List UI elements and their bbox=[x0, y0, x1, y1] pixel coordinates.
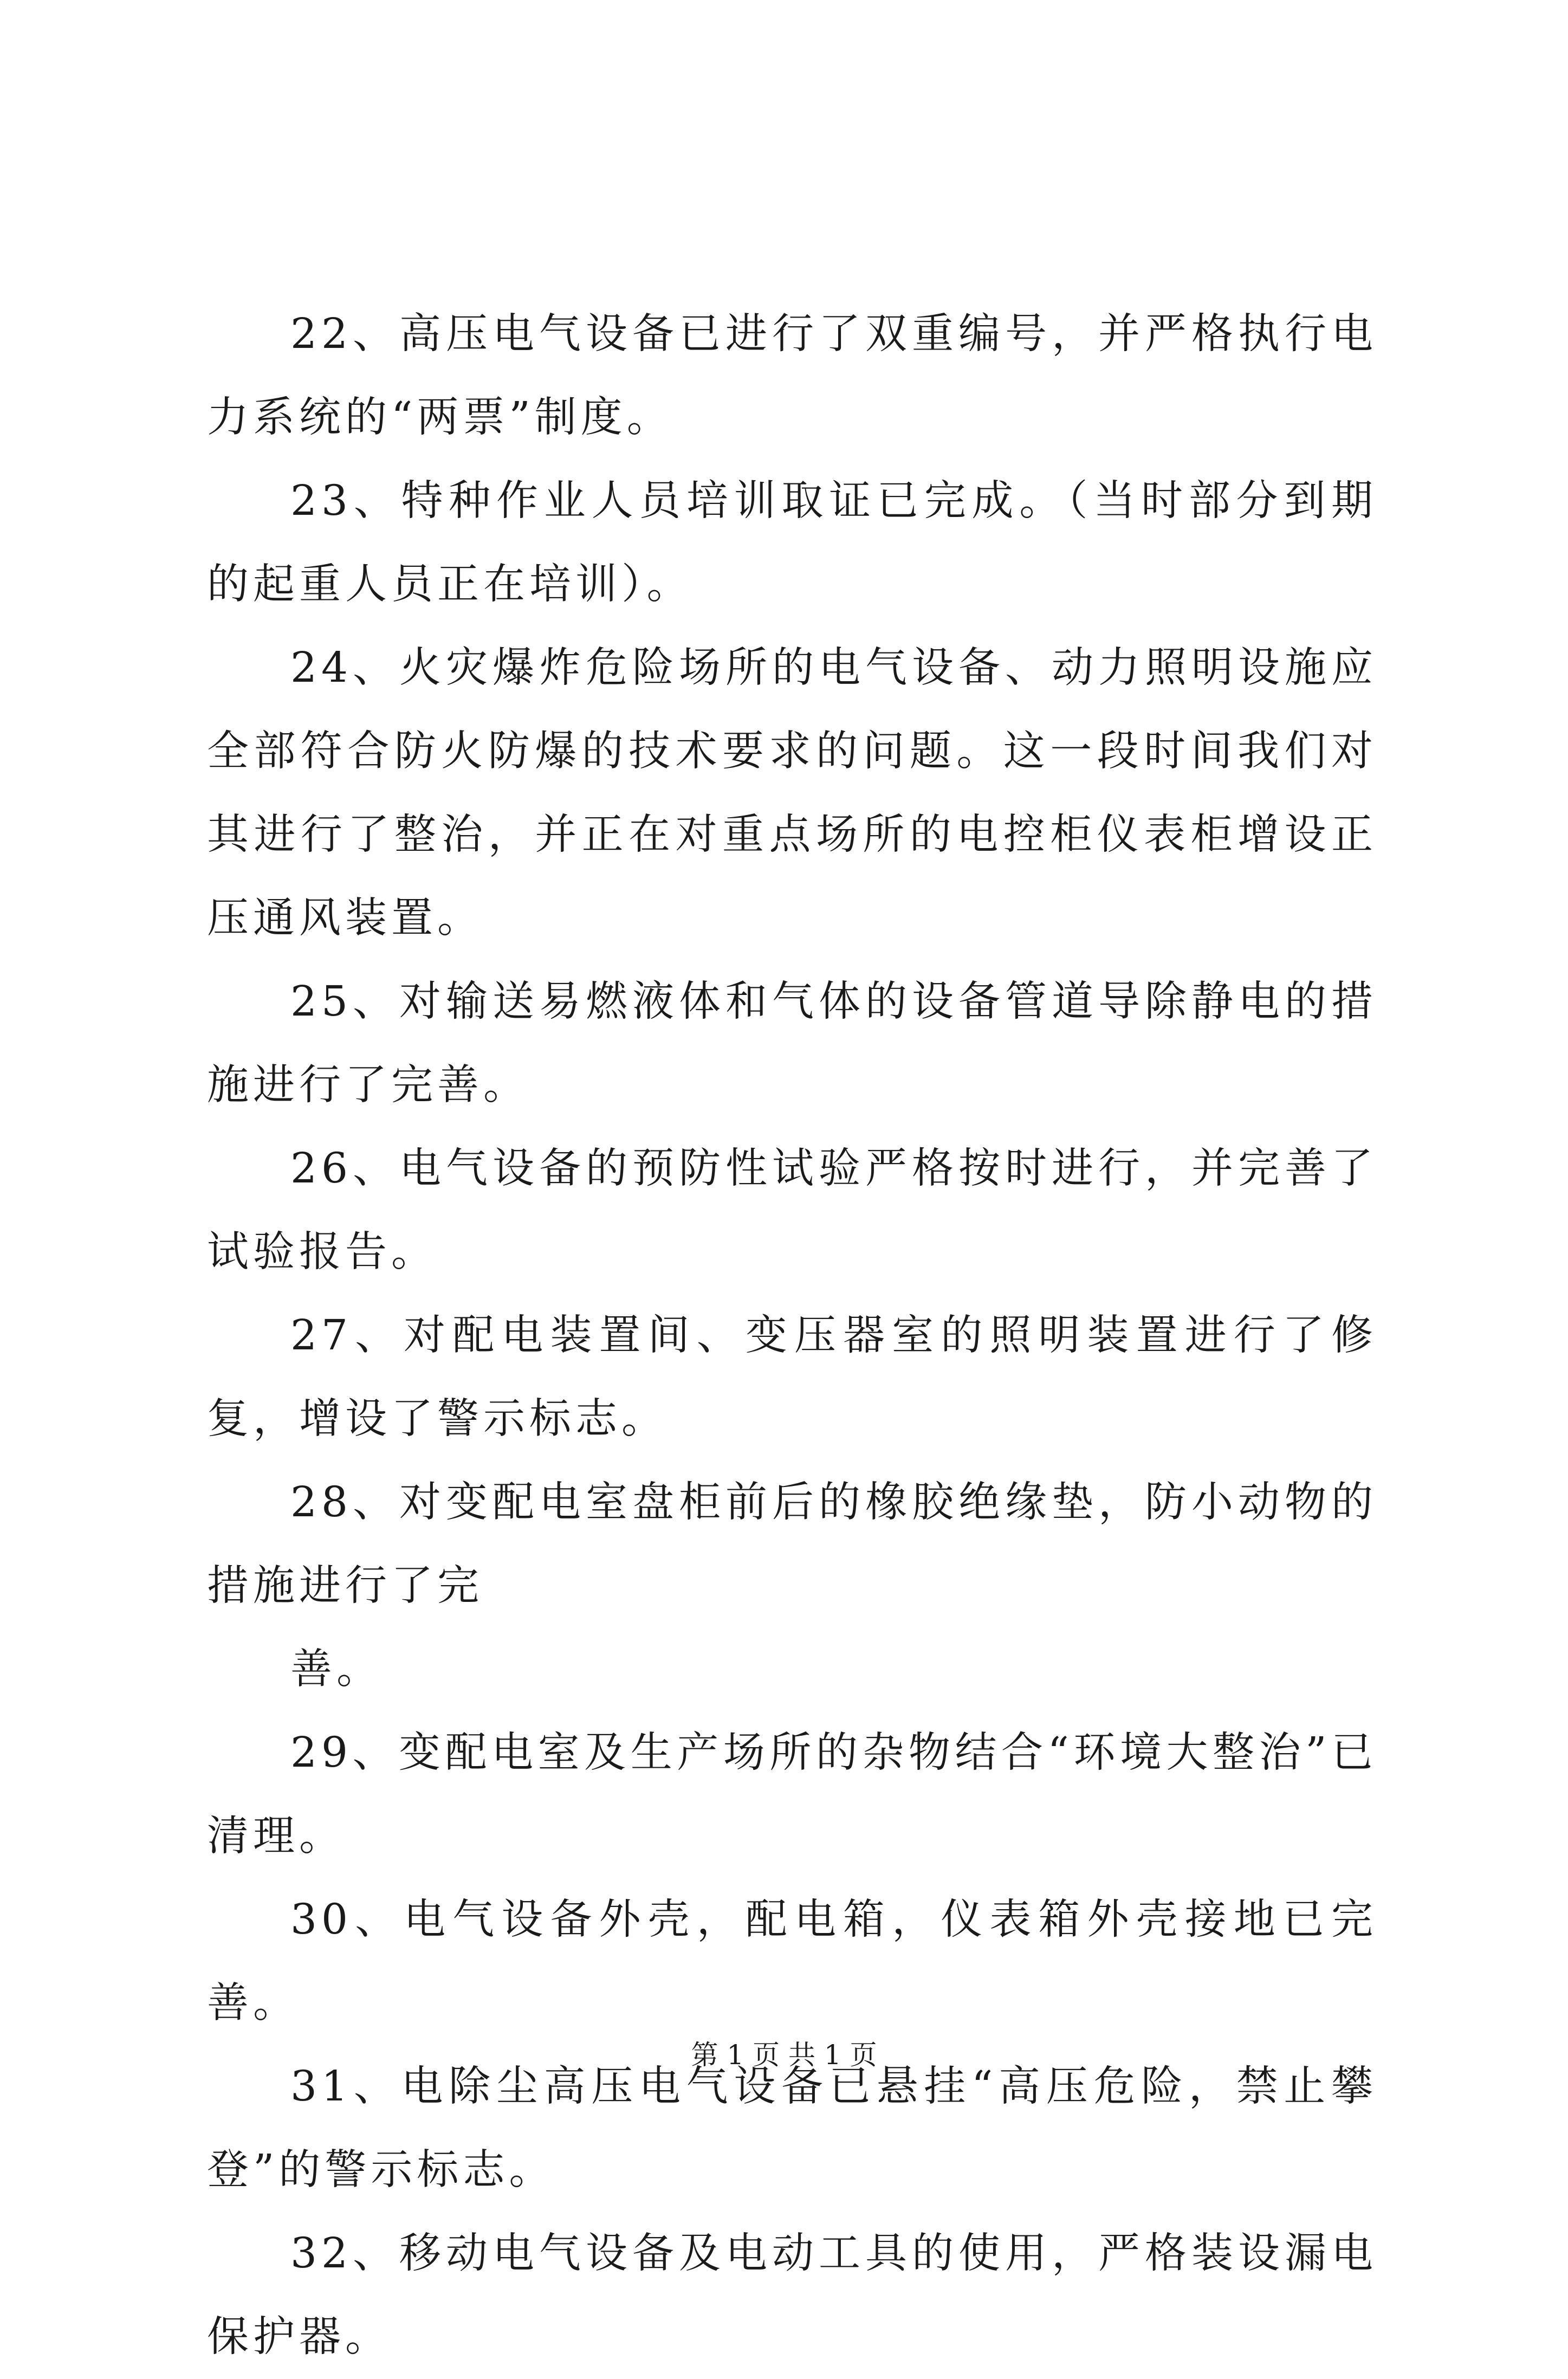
paragraph-26: 26、电气设备的预防性试验严格按时进行，并完善了试验报告。 bbox=[207, 1145, 1377, 1276]
paragraph-32: 32、移动电气设备及电动工具的使用，严格装设漏电保护器。 bbox=[207, 2229, 1377, 2361]
paragraph-23: 23、特种作业人员培训取证已完成。（当时部分到期的起重人员正在培训）。 bbox=[207, 477, 1377, 609]
paragraph-28: 28、对变配电室盘柜前后的橡胶绝缘垫，防小动物的措施进行了完 bbox=[207, 1478, 1377, 1610]
paragraph-31: 31、电除尘高压电气设备已悬挂“高压危险，禁止攀登”的警示标志。 bbox=[207, 2063, 1377, 2194]
paragraph-24: 24、火灾爆炸危险场所的电气设备、动力照明设施应全部符合防火防爆的技术要求的问题。这一段时间我们对其进行了整治，并正在对重点场所的电控柜仪表柜增设正压通风装置。 bbox=[207, 644, 1377, 942]
page-footer: 第 1 页 共 1 页 bbox=[691, 2039, 877, 2071]
paragraph-29: 29、变配电室及生产场所的杂物结合“环境大整治”已清理。 bbox=[207, 1729, 1377, 1860]
paragraph-22: 22、高压电气设备已进行了双重编号，并严格执行电力系统的“两票”制度。 bbox=[207, 310, 1377, 442]
paragraph-30: 30、电气设备外壳，配电箱，仪表箱外壳接地已完善。 bbox=[207, 1896, 1377, 2027]
paragraph-25: 25、对输送易燃液体和气体的设备管道导除静电的措施进行了完善。 bbox=[207, 978, 1377, 1109]
paragraph-28-continuation: 善。 bbox=[290, 1645, 383, 1693]
paragraph-27: 27、对配电装置间、变压器室的照明装置进行了修复，增设了警示标志。 bbox=[207, 1311, 1377, 1443]
